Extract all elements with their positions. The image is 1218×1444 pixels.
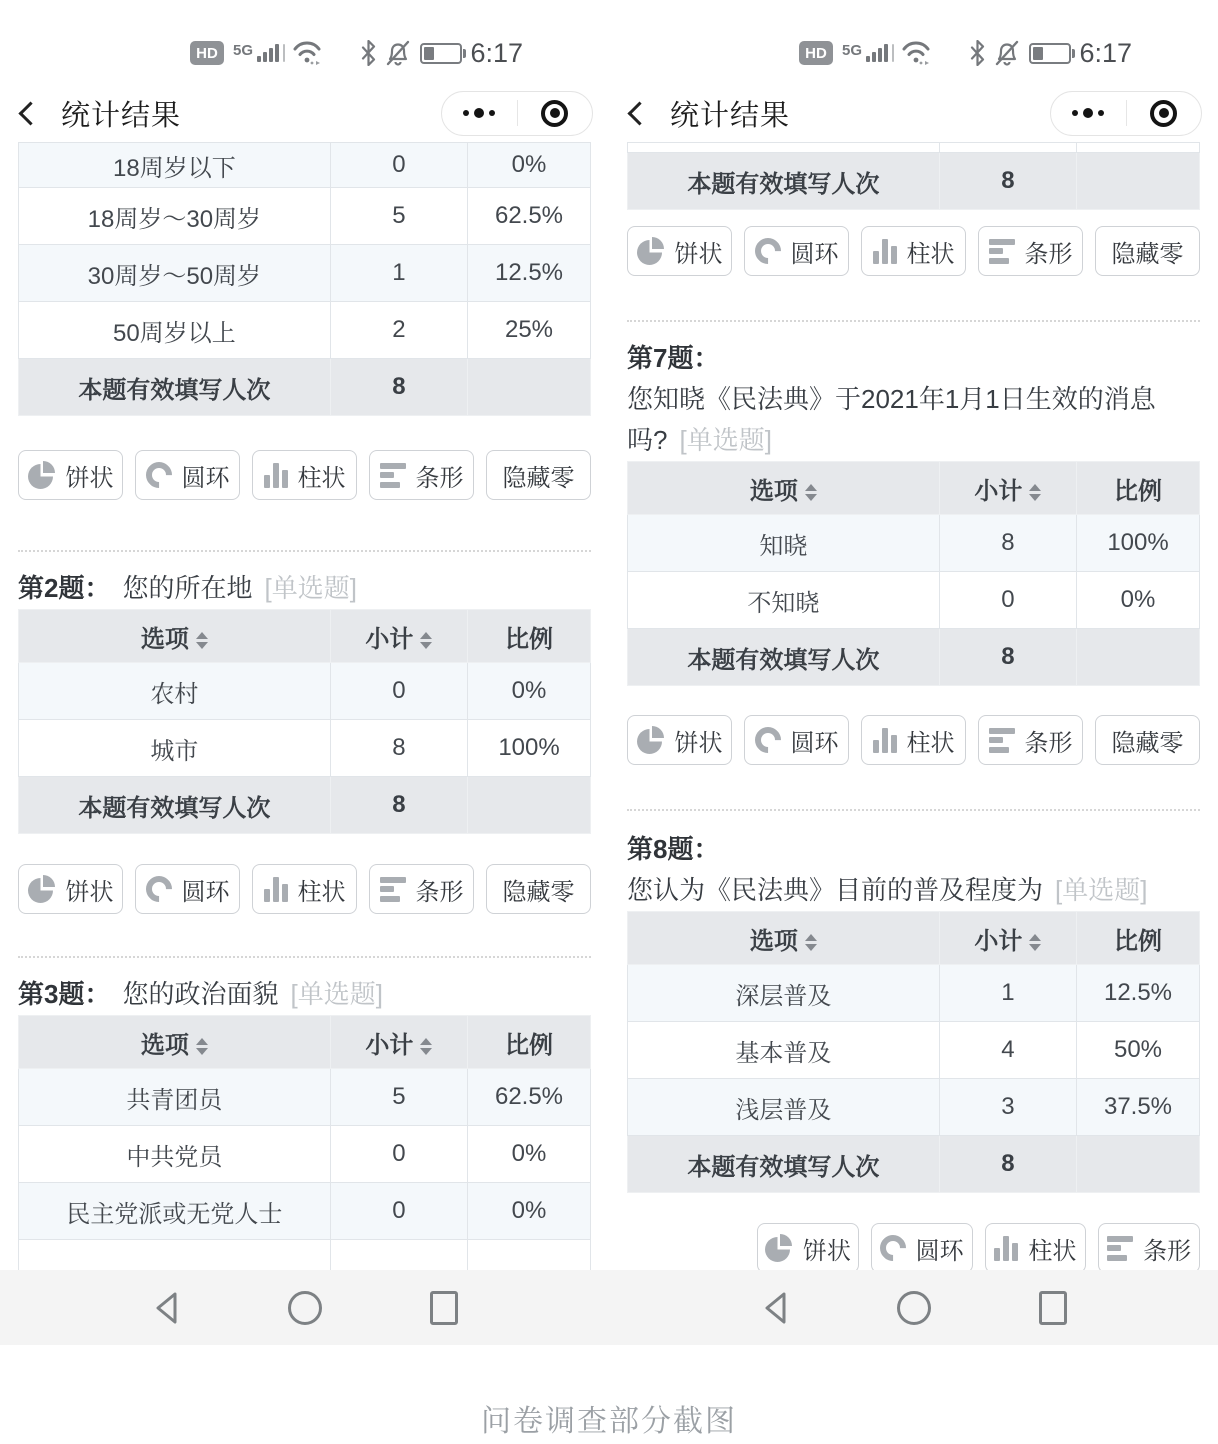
question-2-title — [18, 568, 591, 609]
back-button[interactable] — [22, 105, 39, 122]
nav-header — [0, 84, 609, 142]
bell-muted-icon — [384, 40, 412, 67]
option-cell: 农村 — [19, 663, 331, 720]
count-cell: 0 — [330, 1183, 467, 1240]
android-nav-bar — [609, 1270, 1218, 1345]
q8-results-table — [627, 911, 1200, 1193]
table-row — [628, 572, 1200, 629]
count-cell: 8 — [939, 515, 1076, 572]
pie-icon — [765, 1234, 793, 1262]
option-header[interactable]: 选项 — [628, 912, 940, 965]
column-chart-button[interactable]: 柱状 — [252, 864, 357, 914]
table-row — [19, 1069, 591, 1126]
table-row — [19, 663, 591, 720]
status-left-group — [799, 40, 933, 66]
circle-icon — [897, 1291, 931, 1325]
square-icon — [430, 1291, 458, 1325]
count-header[interactable]: 小计 — [330, 1016, 467, 1069]
question-number: 第2题： — [18, 573, 111, 603]
count-cell: 0 — [939, 572, 1076, 629]
question-number: 第8题： — [627, 834, 720, 864]
count-cell: 5 — [330, 188, 467, 245]
dashed-divider — [627, 320, 1200, 322]
battery-icon — [420, 43, 462, 64]
table-row — [19, 1126, 591, 1183]
status-right-group — [361, 38, 523, 69]
table-row — [19, 1183, 591, 1240]
ring-icon — [140, 457, 177, 494]
question-number: 第7题： — [627, 343, 720, 373]
bar-chart-icon — [989, 239, 1015, 264]
phone-screenshot-right — [609, 0, 1218, 1345]
q6-results-table — [627, 142, 1200, 210]
count-cell: 1 — [939, 965, 1076, 1022]
empty-cell — [1077, 153, 1200, 210]
count-cell: 0 — [330, 1126, 467, 1183]
total-count-cell: 8 — [939, 153, 1076, 210]
miniprogram-capsule — [1050, 91, 1202, 136]
target-circle-icon — [541, 100, 568, 127]
hide-zero-button[interactable]: 隐藏零 — [486, 864, 591, 914]
table-row — [19, 245, 591, 302]
page-title: 统计结果 — [61, 99, 182, 132]
table-header-row — [19, 1016, 591, 1069]
ratio-cell: 0% — [468, 663, 591, 720]
square-icon — [1039, 1291, 1067, 1325]
pie-icon — [28, 461, 56, 489]
option-cell: 深层普及 — [628, 965, 940, 1022]
empty-cell — [468, 359, 591, 416]
close-button[interactable] — [1127, 92, 1202, 135]
triangle-icon — [759, 1289, 791, 1327]
status-bar — [0, 0, 609, 84]
count-cell: 8 — [330, 720, 467, 777]
table-row — [628, 1079, 1200, 1136]
back-nav-button[interactable] — [146, 1288, 186, 1328]
recents-nav-button[interactable] — [1033, 1288, 1073, 1328]
bar-chart-button[interactable]: 条形 — [978, 715, 1083, 765]
q2-results-table — [18, 609, 591, 834]
table-header-row — [19, 610, 591, 663]
table-row — [19, 188, 591, 245]
ring-chart-button[interactable]: 圆环 — [135, 864, 240, 914]
image-caption: 问卷调查部分截图 — [481, 1405, 737, 1438]
chart-type-buttons — [627, 715, 1200, 765]
option-cell: 50周岁以上 — [19, 302, 331, 359]
table-row — [628, 1022, 1200, 1079]
recents-nav-button[interactable] — [424, 1288, 464, 1328]
bar-chart-icon — [380, 877, 406, 902]
ring-icon — [874, 1230, 911, 1267]
signal-icon: 5G — [840, 44, 894, 62]
total-label-cell: 本题有效填写人次 — [628, 1136, 940, 1193]
status-time: 6:17 — [470, 37, 523, 68]
home-nav-button[interactable] — [894, 1288, 934, 1328]
ring-icon — [749, 722, 786, 759]
count-cell: 2 — [330, 302, 467, 359]
q1-results-table — [18, 142, 591, 416]
target-circle-icon — [1150, 100, 1177, 127]
more-dots-icon — [463, 108, 495, 118]
count-cell: 5 — [330, 1069, 467, 1126]
question-8-title — [627, 829, 1200, 911]
question-type-tag: [单选题] — [290, 979, 383, 1009]
back-nav-button[interactable] — [755, 1288, 795, 1328]
bar-chart-icon — [1107, 1236, 1133, 1261]
option-header[interactable]: 选项 — [628, 462, 940, 515]
status-right-group — [970, 38, 1132, 69]
ratio-cell: 37.5% — [1077, 1079, 1200, 1136]
sort-icon — [196, 632, 208, 649]
question-3-title — [18, 974, 591, 1015]
total-label-cell: 本题有效填写人次 — [628, 629, 940, 686]
status-left-group — [190, 40, 324, 66]
total-label-cell: 本题有效填写人次 — [628, 153, 940, 210]
table-header-row — [628, 462, 1200, 515]
chart-type-buttons — [18, 450, 591, 500]
count-header[interactable]: 小计 — [939, 912, 1076, 965]
option-cell: 基本普及 — [628, 1022, 940, 1079]
option-cell: 浅层普及 — [628, 1079, 940, 1136]
ratio-cell: 25% — [468, 302, 591, 359]
option-cell: 18周岁以下 — [19, 143, 331, 188]
question-type-tag: [单选题] — [264, 573, 357, 603]
hide-zero-button[interactable]: 隐藏零 — [486, 450, 591, 500]
ratio-cell: 62.5% — [468, 188, 591, 245]
wifi-icon — [292, 40, 324, 66]
status-bar — [609, 0, 1218, 84]
chart-type-buttons — [18, 864, 591, 914]
ratio-cell: 100% — [468, 720, 591, 777]
total-count-cell: 8 — [330, 777, 467, 834]
total-count-cell: 8 — [939, 629, 1076, 686]
ratio-cell: 0% — [468, 143, 591, 188]
ratio-cell: 100% — [1077, 515, 1200, 572]
sort-icon — [805, 484, 817, 501]
sort-icon — [420, 632, 432, 649]
chevron-left-icon — [627, 101, 651, 125]
phone-screenshot-left — [0, 0, 609, 1345]
count-cell: 4 — [939, 1022, 1076, 1079]
pie-chart-button[interactable]: 饼状 — [627, 715, 732, 765]
chart-type-buttons-partial — [757, 1223, 1200, 1273]
option-cell: 30周岁～50周岁 — [19, 245, 331, 302]
ratio-cell: 0% — [468, 1126, 591, 1183]
battery-icon — [1029, 43, 1071, 64]
dashed-divider — [18, 956, 591, 958]
more-button[interactable] — [442, 92, 517, 135]
empty-cell — [468, 777, 591, 834]
bar-chart-button[interactable]: 条形 — [978, 226, 1083, 276]
chart-type-buttons — [627, 226, 1200, 276]
bluetooth-icon — [361, 40, 376, 66]
bar-chart-button[interactable]: 条形 — [369, 864, 474, 914]
column-chart-icon — [873, 728, 897, 753]
more-dots-icon — [1072, 108, 1104, 118]
ring-icon — [140, 871, 177, 908]
q3-results-table — [18, 1015, 591, 1297]
question-number: 第3题： — [18, 979, 111, 1009]
total-row — [628, 1136, 1200, 1193]
column-chart-button[interactable]: 柱状 — [861, 715, 966, 765]
ratio-header: 比例 — [1077, 912, 1200, 965]
ring-chart-button[interactable]: 圆环 — [871, 1223, 973, 1273]
count-cell: 1 — [330, 245, 467, 302]
bluetooth-icon — [970, 40, 985, 66]
question-text: 您的政治面貌 — [122, 979, 279, 1009]
option-cell: 城市 — [19, 720, 331, 777]
total-label-cell: 本题有效填写人次 — [19, 359, 331, 416]
triangle-icon — [150, 1289, 182, 1327]
count-cell: 0 — [330, 143, 467, 188]
column-chart-button[interactable]: 柱状 — [985, 1223, 1087, 1273]
question-text: 您认为《民法典》目前的普及程度为 — [627, 875, 1044, 905]
question-text: 您的所在地 — [122, 573, 253, 603]
empty-cell — [1077, 1136, 1200, 1193]
ratio-header: 比例 — [468, 610, 591, 663]
option-header[interactable]: 选项 — [19, 1016, 331, 1069]
question-7-title — [627, 338, 1200, 461]
option-cell: 18周岁～30周岁 — [19, 188, 331, 245]
hide-zero-button[interactable]: 隐藏零 — [1095, 715, 1200, 765]
table-row — [19, 302, 591, 359]
ratio-cell: 0% — [1077, 572, 1200, 629]
signal-icon: 5G — [231, 44, 285, 62]
column-chart-icon — [264, 877, 288, 902]
count-header[interactable]: 小计 — [939, 462, 1076, 515]
option-cell: 民主党派或无党人士 — [19, 1183, 331, 1240]
table-row — [628, 515, 1200, 572]
table-row — [628, 965, 1200, 1022]
ratio-cell: 12.5% — [468, 245, 591, 302]
table-header-row — [628, 912, 1200, 965]
sort-icon — [196, 1038, 208, 1055]
pie-icon — [637, 237, 665, 265]
empty-cell — [1077, 629, 1200, 686]
column-chart-button[interactable]: 柱状 — [861, 226, 966, 276]
total-row — [19, 777, 591, 834]
hide-zero-button[interactable]: 隐藏零 — [1095, 226, 1200, 276]
pie-chart-button[interactable]: 饼状 — [757, 1223, 859, 1273]
bar-chart-icon — [989, 728, 1015, 753]
ratio-cell: 0% — [468, 1183, 591, 1240]
option-cell: 知晓 — [628, 515, 940, 572]
ring-chart-button[interactable]: 圆环 — [135, 450, 240, 500]
ratio-cell: 12.5% — [1077, 965, 1200, 1022]
option-cell: 共青团员 — [19, 1069, 331, 1126]
question-text: 您知晓《民法典》于2021年1月1日生效的消息吗? — [627, 384, 1156, 455]
chevron-left-icon — [18, 101, 42, 125]
sort-icon — [420, 1038, 432, 1055]
column-chart-icon — [873, 239, 897, 264]
total-count-cell: 8 — [330, 359, 467, 416]
status-time: 6:17 — [1079, 37, 1132, 68]
ratio-cell: 62.5% — [468, 1069, 591, 1126]
dashed-divider — [18, 550, 591, 552]
total-row — [628, 629, 1200, 686]
column-chart-icon — [264, 463, 288, 488]
option-cell: 中共党员 — [19, 1126, 331, 1183]
column-chart-icon — [994, 1236, 1018, 1261]
count-cell: 0 — [330, 663, 467, 720]
ratio-cell: 50% — [1077, 1022, 1200, 1079]
pie-chart-button[interactable]: 饼状 — [627, 226, 732, 276]
bar-chart-icon — [380, 463, 406, 488]
back-button[interactable] — [631, 105, 648, 122]
page-title: 统计结果 — [670, 99, 791, 132]
sort-icon — [805, 934, 817, 951]
q7-results-table — [627, 461, 1200, 686]
count-header[interactable]: 小计 — [330, 610, 467, 663]
option-header[interactable]: 选项 — [19, 610, 331, 663]
table-row — [19, 143, 591, 188]
pie-chart-button[interactable]: 饼状 — [18, 450, 123, 500]
table-row — [628, 143, 1200, 153]
count-cell: 3 — [939, 1079, 1076, 1136]
sort-icon — [1029, 484, 1041, 501]
close-button[interactable] — [518, 92, 593, 135]
pie-icon — [637, 726, 665, 754]
question-type-tag: [单选题] — [1055, 875, 1148, 905]
circle-icon — [288, 1291, 322, 1325]
table-row — [19, 720, 591, 777]
total-count-cell: 8 — [939, 1136, 1076, 1193]
total-label-cell: 本题有效填写人次 — [19, 777, 331, 834]
question-type-tag: [单选题] — [679, 425, 772, 455]
ring-chart-button[interactable]: 圆环 — [744, 715, 849, 765]
option-cell: 不知晓 — [628, 572, 940, 629]
sort-icon — [1029, 934, 1041, 951]
android-nav-bar — [0, 1270, 609, 1345]
miniprogram-capsule — [441, 91, 593, 136]
wifi-icon — [901, 40, 933, 66]
ring-chart-button[interactable]: 圆环 — [744, 226, 849, 276]
pie-chart-button[interactable]: 饼状 — [18, 864, 123, 914]
ratio-header: 比例 — [468, 1016, 591, 1069]
pie-icon — [28, 875, 56, 903]
total-row — [19, 359, 591, 416]
home-nav-button[interactable] — [285, 1288, 325, 1328]
total-row — [628, 153, 1200, 210]
ratio-header: 比例 — [1077, 462, 1200, 515]
bell-muted-icon — [993, 40, 1021, 67]
hd-icon: HD — [799, 41, 833, 65]
nav-header — [609, 84, 1218, 142]
bar-chart-button[interactable]: 条形 — [1098, 1223, 1200, 1273]
dashed-divider — [627, 809, 1200, 811]
column-chart-button[interactable]: 柱状 — [252, 450, 357, 500]
more-button[interactable] — [1051, 92, 1126, 135]
ring-icon — [749, 233, 786, 270]
hd-icon: HD — [190, 41, 224, 65]
bar-chart-button[interactable]: 条形 — [369, 450, 474, 500]
